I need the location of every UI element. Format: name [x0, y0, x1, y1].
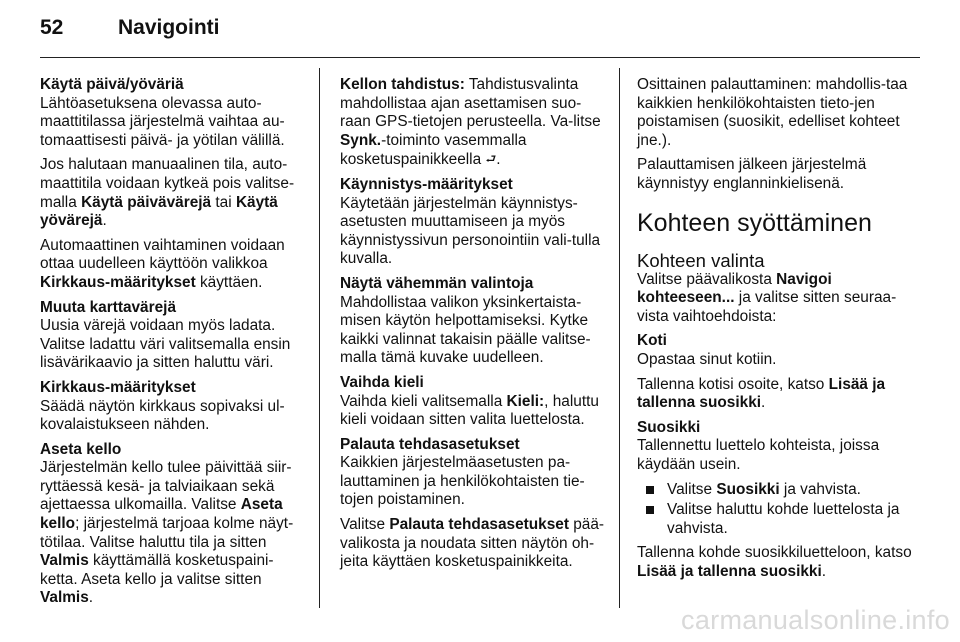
column-divider-2: [619, 68, 620, 608]
favourites-steps: [637, 481, 912, 539]
after-reset-text: Palauttamisen jälkeen järjestelmä käynnistyy englanninkielisenä.: [637, 156, 867, 192]
brightness-section: [40, 379, 306, 435]
brightness-text: Säädä näytön kirkkaus sopivaksi ul-kovalaistukseen nähden.: [40, 397, 285, 434]
fewer-options-heading: Näytä vähemmän valintoja: [340, 274, 534, 292]
factory-reset-paragraph-1: Kaikkien järjestelmäasetusten pa-lauttaminen ja henkilökohtaisten tie-tojen poistaminen.: [340, 454, 585, 509]
map-colors-heading: Muuta karttavärejä: [40, 298, 177, 316]
factory-reset-heading: Palauta tehdasasetukset: [340, 435, 520, 453]
startup-text: Käytetään järjestelmän käynnistys-asetusten muuttamiseen ja myös käynnistyssivun personointiin vali-tulla kuvalla.: [340, 194, 601, 268]
list-item: Valitse Suosikki ja vahvista.: [637, 481, 912, 500]
fewer-options-text: Mahdollistaa valikon yksinkertaista-misen käytön helpottamiseksi. Kytke kaikki valinnat takaisin päälle valitse-malla tämä kuvake uudelleen.: [340, 293, 591, 367]
day-night-paragraph-1: Lähtöasetuksena olevassa auto-maattitilassa järjestelmä vaihtaa au-tomaattisesti päivä- ja yötilan välillä.: [40, 94, 285, 149]
column-2: [340, 76, 606, 578]
clock-sync-label: Kellon tahdistus:: [340, 76, 465, 93]
map-colors-text: Uusia värejä voidaan myös ladata. Valitse ladattu väri valitsemalla ensin lisävärikaavio ja sitten haluttu väri.: [40, 317, 291, 372]
day-night-section: [40, 76, 306, 293]
bullet-square-icon: [646, 506, 654, 514]
language-section: [340, 374, 606, 430]
home-paragraph-1: Opastaa sinut kotiin.: [637, 350, 777, 368]
home-section: [637, 332, 912, 412]
startup-section: [340, 176, 606, 269]
clock-text: Järjestelmän kello tulee päivittää siir-ryttäessä kesä- ja talviaikaan sekä ajettaessa ulkomailla. Valitse Aseta kello; järjestelmä tarjoaa kolme näyt-tötilaa. Valitse haluttu tila ja sitten Valmis käyttämällä kosketuspaini-ketta. Aseta kello ja valitse sitten Valmis.: [40, 459, 294, 607]
language-text: Vaihda kieli valitsemalla Kieli:, haluttu kieli voidaan sitten valita luettelosta.: [340, 392, 599, 429]
subsection-title: Kohteen valinta: [637, 249, 765, 271]
brightness-heading: Kirkkaus-määritykset: [40, 378, 196, 396]
section-title: Kohteen syöttäminen: [637, 208, 872, 237]
fewer-options-section: [340, 275, 606, 368]
column-divider-1: [319, 68, 320, 608]
language-heading: Vaihda kieli: [340, 373, 424, 391]
favourites-heading: Suosikki: [637, 418, 701, 436]
factory-reset-paragraph-2: Valitse Palauta tehdasasetukset pää-valikosta ja noudata sitten näytön oh-jeita käyttäen kosketuspainikkeita.: [340, 516, 605, 571]
favourites-section: [637, 419, 912, 582]
clock-section: [40, 441, 306, 608]
page-header: [40, 16, 220, 52]
day-night-heading: Käytä päivä/yöväriä: [40, 76, 184, 93]
day-night-paragraph-3: Automaattinen vaihtaminen voidaan ottaa uudelleen käyttöön valikkoa Kirkkaus-määritykset käyttäen.: [40, 236, 285, 291]
favourites-paragraph-2: Tallenna kohde suosikkiluetteloon, katso Lisää ja tallenna suosikki.: [637, 544, 912, 580]
home-paragraph-2: Tallenna kotisi osoite, katso Lisää ja tallenna suosikki.: [637, 375, 886, 412]
destination-intro: Valitse päävalikosta Navigoi kohteeseen... ja valitse sitten seuraa-vista vaihtoehdoista:: [637, 270, 897, 325]
factory-reset-section: [340, 436, 606, 572]
column-1: [40, 76, 306, 614]
startup-heading: Käynnistys-määritykset: [340, 175, 513, 193]
back-arrow-icon: ⮐: [485, 152, 497, 167]
home-heading: Koti: [637, 332, 667, 350]
page-title: Navigointi: [118, 16, 220, 39]
map-colors-section: [40, 299, 306, 373]
watermark: carmanualsonline.info: [681, 605, 950, 635]
day-night-paragraph-2: Jos halutaan manuaalinen tila, auto-maattitila voidaan kytkeä pois valitse-malla Käytä päivävärejä tai Käytä yövärejä.: [40, 156, 295, 230]
list-item: Valitse haluttu kohde luettelosta ja vahvista.: [637, 501, 912, 538]
bullet-square-icon: [646, 486, 654, 494]
partial-reset-text: Osittainen palauttaminen: mahdollis-taa kaikkien henkilökohtaisten tieto-jen poistamisen (suosikit, edelliset kohteet jne.).: [637, 76, 908, 149]
column-3: [637, 76, 912, 587]
clock-heading: Aseta kello: [40, 440, 122, 458]
clock-sync-section: Kellon tahdistus: Tahdistusvalinta mahdollistaa ajan asettamisen suo-raan GPS-tietojen perusteella. Va-litse Synk.-toiminto vasemmalla kosketuspainikkeella ⮐.: [340, 76, 601, 169]
favourites-paragraph-1: Tallennettu luettelo kohteista, joissa käydään usein.: [637, 437, 880, 473]
header-divider: [40, 57, 920, 58]
page-number: 52: [40, 16, 64, 39]
